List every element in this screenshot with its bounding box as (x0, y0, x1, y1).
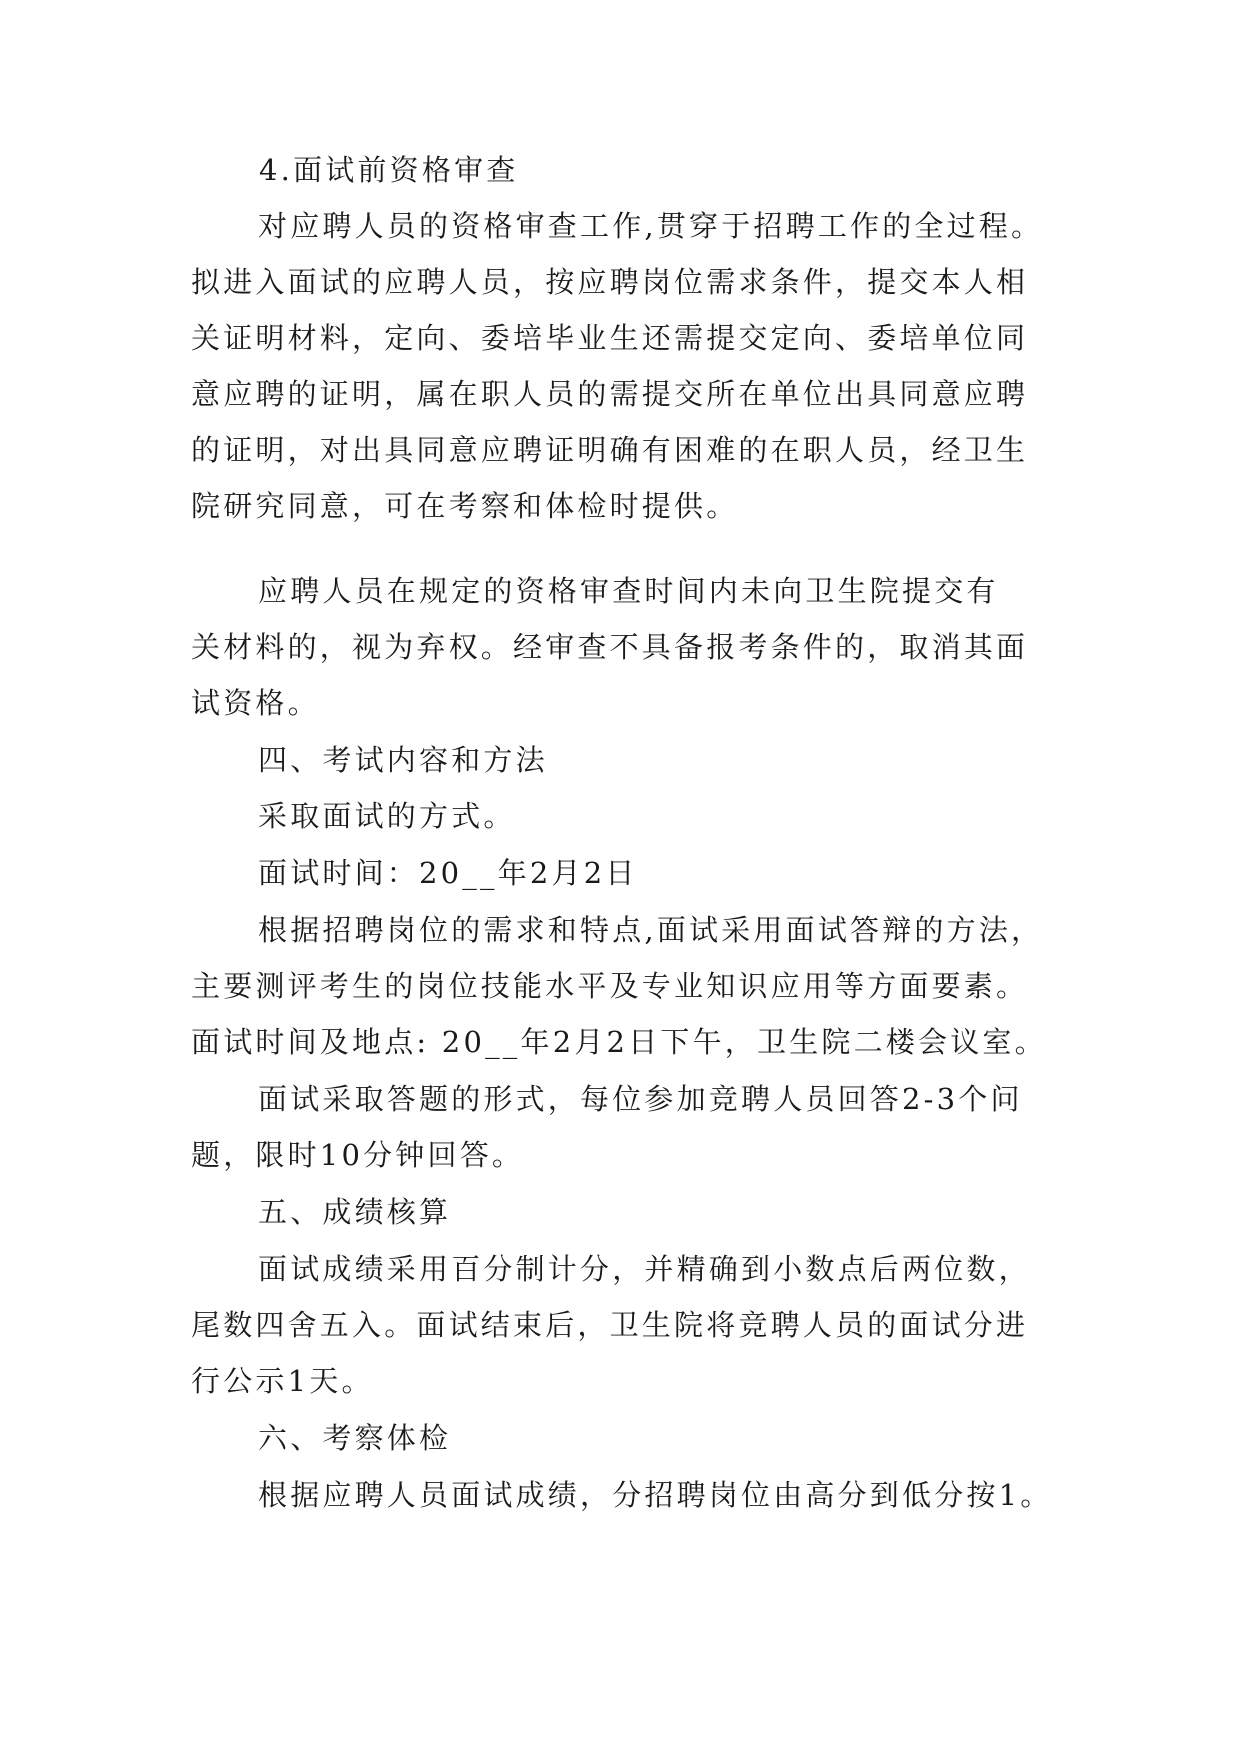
paragraph-line: 题，限时10分钟回答。 (191, 1138, 525, 1172)
paragraph-line: 应聘人员在规定的资格审查时间内未向卫生院提交有 (258, 574, 999, 608)
paragraph-line: 拟进入面试的应聘人员，按应聘岗位需求条件，提交本人相 (191, 265, 1029, 299)
section-heading-inspection-exam: 六、考察体检 (258, 1421, 452, 1455)
paragraph-line: 尾数四舍五入。面试结束后，卫生院将竞聘人员的面试分进 (191, 1308, 1029, 1342)
paragraph-line: 面试时间：20__年2月2日 (258, 856, 638, 890)
paragraph-line: 关材料的，视为弃权。经审查不具备报考条件的，取消其面 (191, 630, 1029, 664)
paragraph-line: 对应聘人员的资格审查工作,贯穿于招聘工作的全过程。 (258, 209, 1044, 243)
paragraph-line: 面试采取答题的形式，每位参加竞聘人员回答2-3个问 (258, 1082, 1023, 1116)
paragraph-line: 试资格。 (191, 686, 320, 720)
paragraph-line: 根据招聘岗位的需求和特点,面试采用面试答辩的方法， (258, 913, 1044, 947)
heading-qualification-review: 4.面试前资格审查 (259, 153, 519, 187)
paragraph-line: 的证明，对出具同意应聘证明确有困难的在职人员，经卫生 (191, 433, 1029, 467)
paragraph-line: 意应聘的证明，属在职人员的需提交所在单位出具同意应聘 (191, 377, 1029, 411)
paragraph-line: 关证明材料，定向、委培毕业生还需提交定向、委培单位同 (191, 321, 1029, 355)
section-heading-score-calculation: 五、成绩核算 (258, 1195, 452, 1229)
paragraph-line: 面试成绩采用百分制计分，并精确到小数点后两位数， (258, 1252, 1031, 1286)
paragraph-line: 面试时间及地点: 20__年2月2日下午，卫生院二楼会议室。 (191, 1025, 1047, 1059)
paragraph-line: 院研究同意，可在考察和体检时提供。 (191, 489, 739, 523)
paragraph-line: 采取面试的方式。 (258, 799, 516, 833)
paragraph-line: 行公示1天。 (191, 1364, 374, 1398)
section-heading-exam-content: 四、考试内容和方法 (258, 743, 548, 777)
paragraph-line: 主要测评考生的岗位技能水平及专业知识应用等方面要素。 (191, 969, 1029, 1003)
paragraph-line: 根据应聘人员面试成绩，分招聘岗位由高分到低分按1。 (258, 1478, 1053, 1512)
